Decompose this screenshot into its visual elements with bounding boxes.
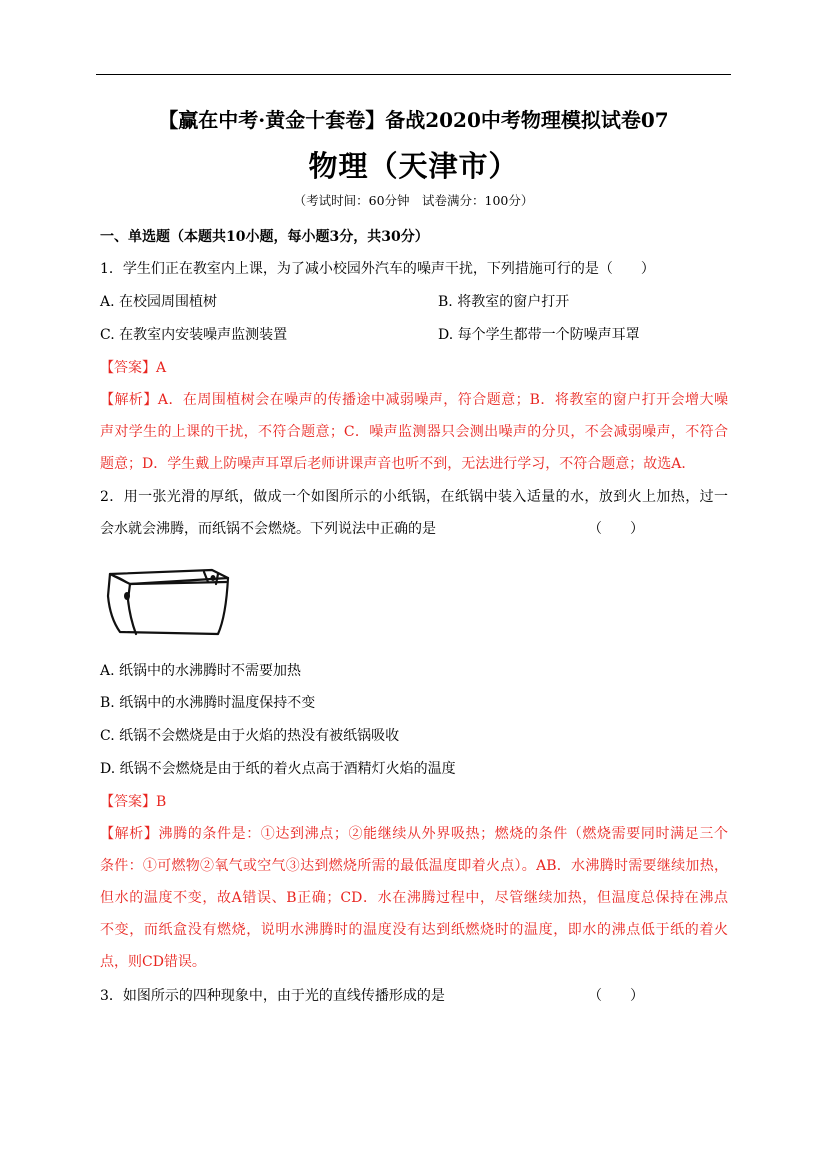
q2-answer: 【答案】B [100,794,167,810]
exam-title: 【赢在中考·黄金十套卷】备战2020中考物理模拟试卷07 [158,108,669,132]
q2-stem-line: 2．用一张光滑的厚纸，做成一个如图所示的小纸锅，在纸锅中装入适量的水，放到火上加热，过一 [100,489,728,505]
exam-info: （考试时间：60分钟 试卷满分：100分） [293,193,534,208]
q2-option-b: B. 纸锅中的水沸腾时温度保持不变 [100,695,316,711]
q3-answer-paren: （ ） [588,988,644,1004]
q1-analysis-line: 【解析】A．在周围植树会在噪声的传播途中减弱噪声，符合题意；B．将教室的窗户打开会增大噪 [100,392,728,408]
q2-analysis-line: 【解析】沸腾的条件是：①达到沸点；②能继续从外界吸热；燃烧的条件（燃烧需要同时满足三个 [100,826,728,842]
q1-option-a: A. 在校园周围植树 [100,294,218,310]
q2-answer-paren: （ ） [588,521,644,537]
q2-analysis-line: 不变，而纸盒没有燃烧，说明水沸腾时的温度没有达到纸燃烧时的温度，即水的沸点低于纸的着火 [100,922,728,938]
q3-stem: 3．如图所示的四种现象中，由于光的直线传播形成的是 [100,988,445,1004]
section-heading: 一、单选题（本题共10小题，每小题3分，共30分） [100,229,429,245]
q1-analysis-line: 题意；D．学生戴上防噪声耳罩后老师讲课声音也听不到，无法进行学习，不符合题意；故选A． [100,456,696,472]
q2-analysis-line: 但水的温度不变，故A错误、B正确；CD．水在沸腾过程中，尽管继续加热，但温度总保持在沸点 [100,890,728,906]
q2-stem-line: 会水就会沸腾，而纸锅不会燃烧。下列说法中正确的是 [100,521,436,537]
q2-analysis-line: 点，则CD错误。 [100,954,206,970]
subject-title: 物理（天津市） [308,149,519,183]
q1-option-d: D. 每个学生都带一个防噪声耳罩 [438,327,640,343]
q2-analysis-line: 条件：①可燃物②氧气或空气③达到燃烧所需的最低温度即着火点）。AB．水沸腾时需要继续加热， [100,858,728,874]
q2-option-c: C. 纸锅不会燃烧是由于火焰的热没有被纸锅吸收 [100,728,400,744]
q1-stem: 1．学生们正在教室内上课，为了减小校园外汽车的噪声干扰，下列措施可行的是（ ） [100,261,655,277]
q2-option-a: A. 纸锅中的水沸腾时不需要加热 [100,663,302,679]
q1-option-b: B. 将教室的窗户打开 [438,294,570,310]
q1-option-c: C. 在教室内安装噪声监测装置 [100,327,288,343]
q1-answer: 【答案】A [100,360,167,376]
paper-pot-illustration [100,560,236,640]
q1-analysis-line: 声对学生的上课的干扰，不符合题意；C．噪声监测器只会测出噪声的分贝，不会减弱噪声，不符合 [100,424,728,440]
q2-option-d: D. 纸锅不会燃烧是由于纸的着火点高于酒精灯火焰的温度 [100,761,456,777]
header-rule [96,74,731,75]
